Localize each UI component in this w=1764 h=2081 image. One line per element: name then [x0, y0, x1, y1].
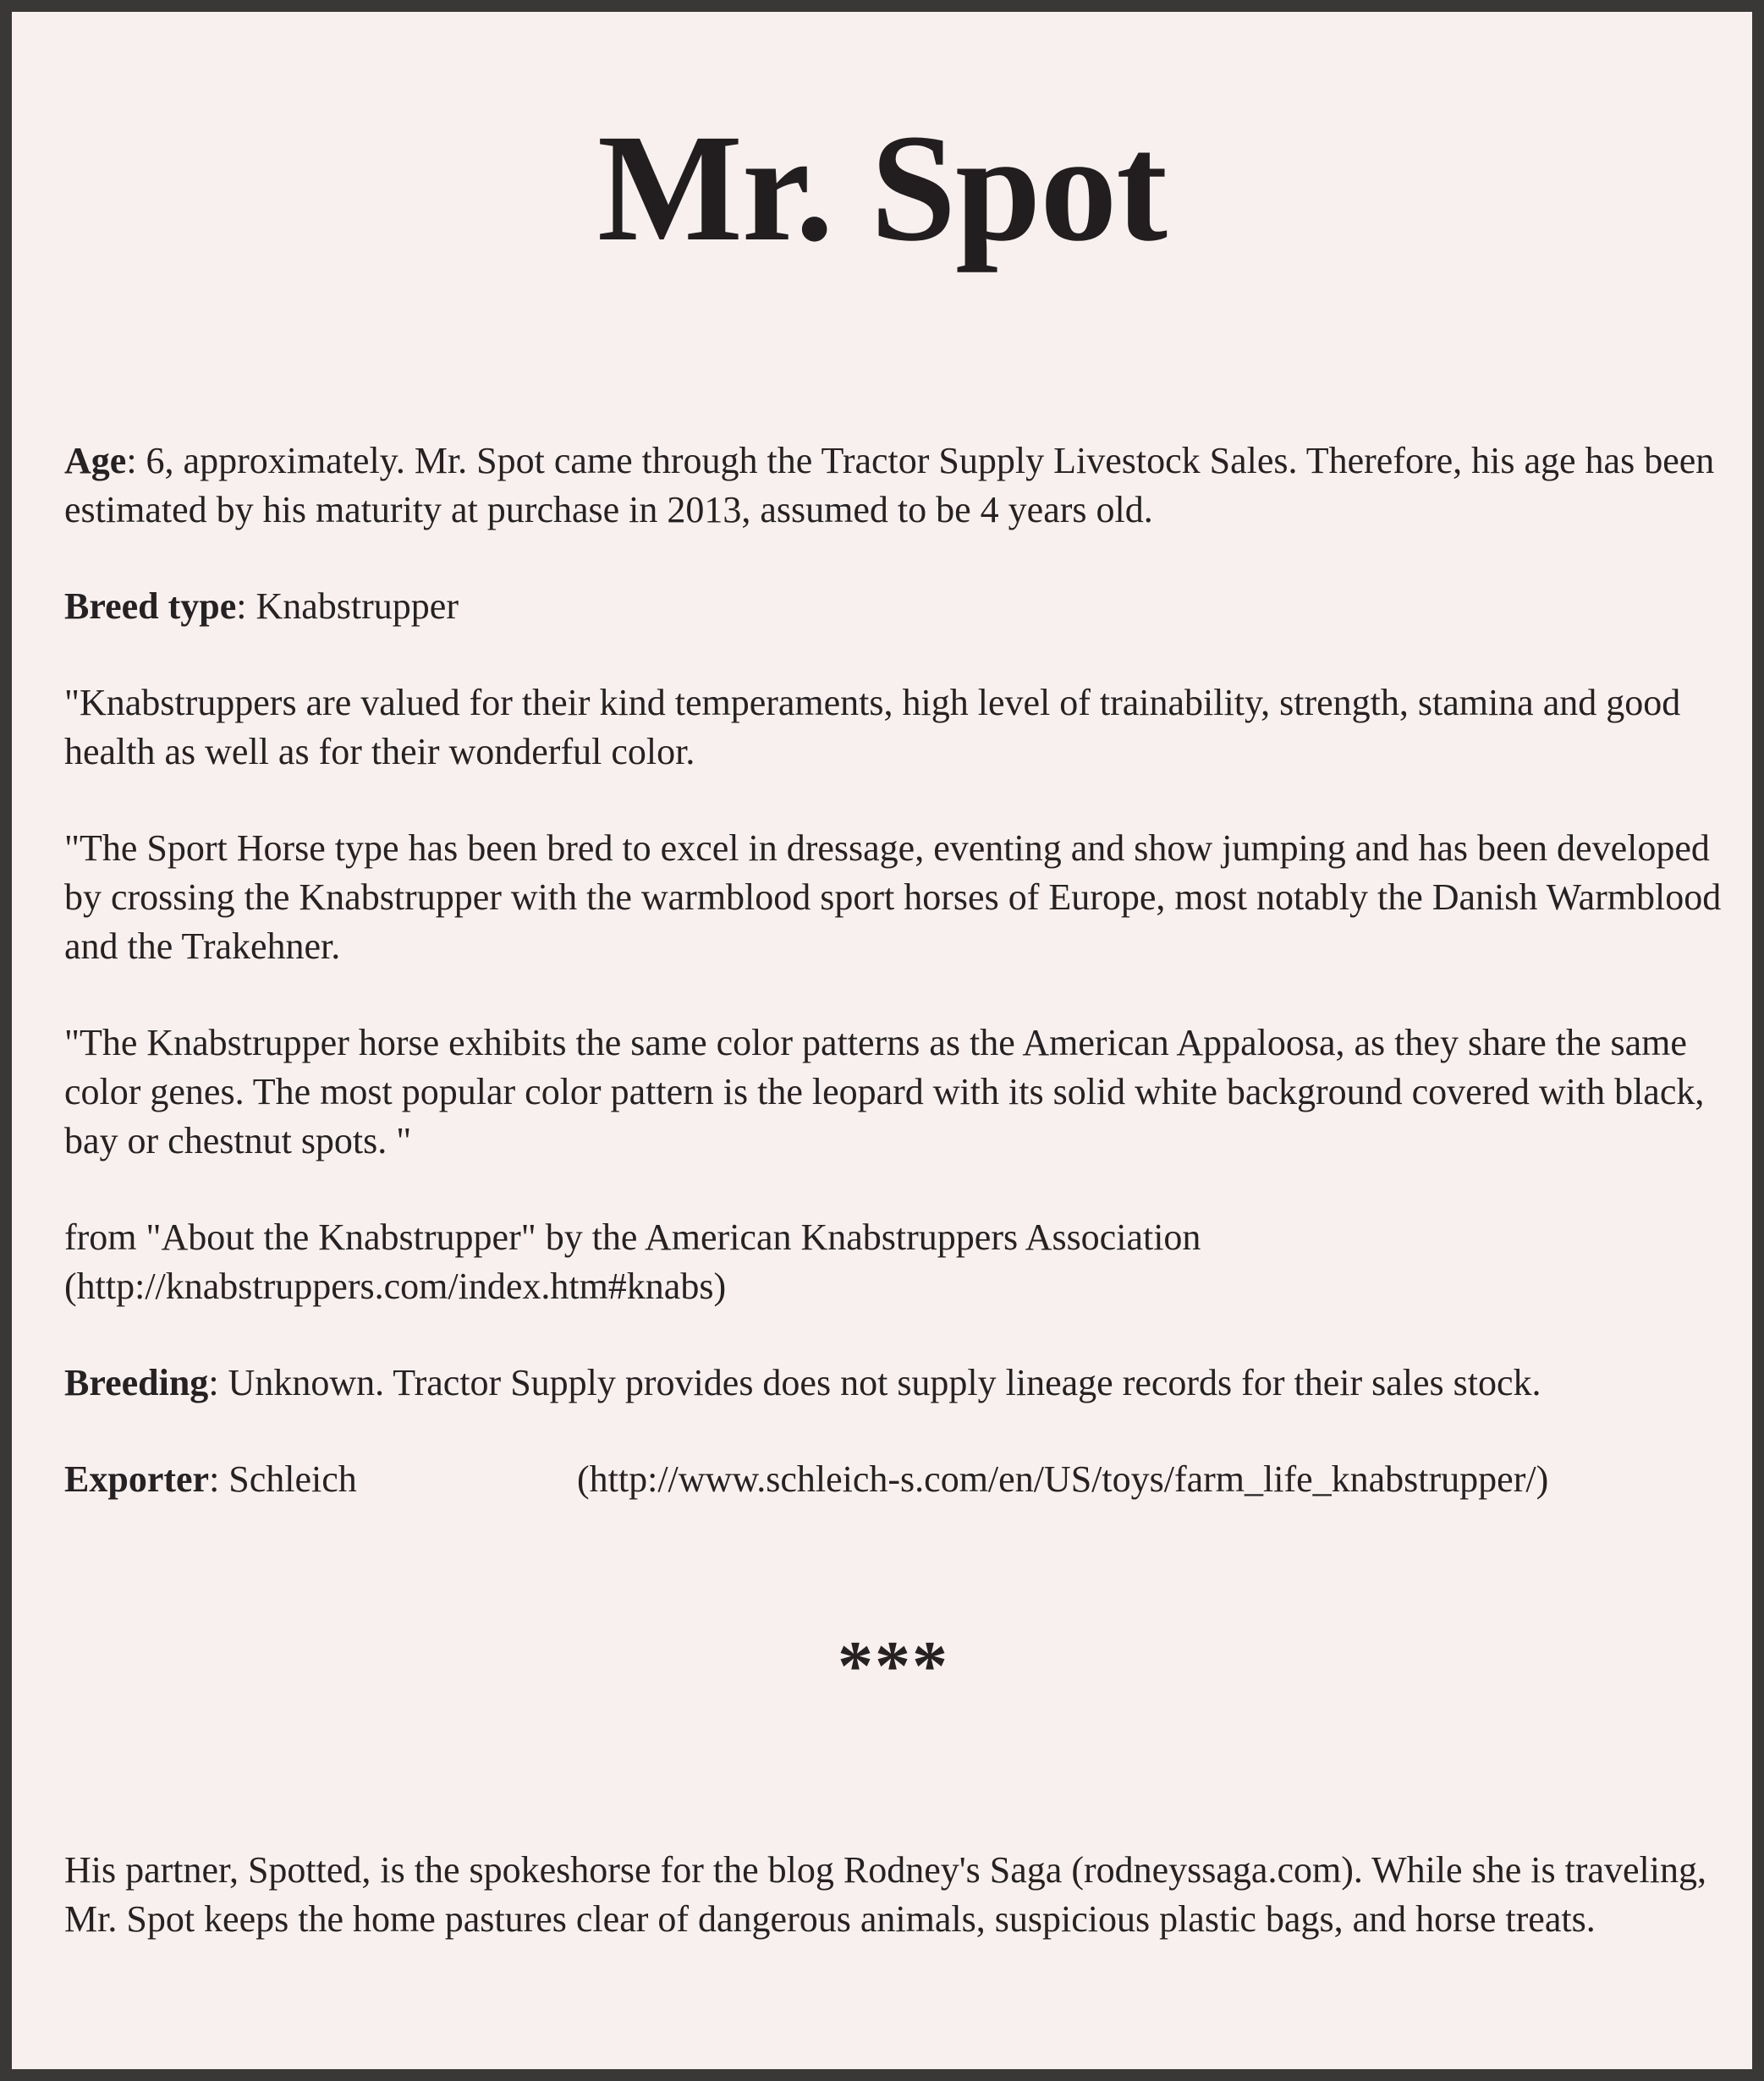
breeding-label: Breeding: [64, 1362, 209, 1403]
exporter-url: (http://www.schleich-s.com/en/US/toys/farm_life_knabstrupper/): [577, 1458, 1549, 1500]
source-citation: [64, 1213, 1723, 1311]
page-title: Mr. Spot: [597, 103, 1167, 273]
quote-paragraph-color: "The Knabstrupper horse exhibits the same color patterns as the American Appaloosa, as they share the same color genes. The most popular color pattern is the leopard with its solid white background covered with black, bay or chestnut spots. ": [64, 1022, 1705, 1161]
breeding-text: : Unknown. Tractor Supply provides does not supply lineage records for their sales stock.: [208, 1362, 1541, 1403]
source-line: from "About the Knabstrupper" by the American Knabstruppers Association: [64, 1216, 1201, 1258]
source-url: (http://knabstruppers.com/index.htm#knabs): [64, 1266, 727, 1307]
document-page: [12, 12, 1752, 2069]
breed-type-paragraph: [64, 582, 1723, 631]
quote-paragraph-sport-horse: "The Sport Horse type has been bred to excel in dressage, eventing and show jumping and has been developed by crossing the Knabstrupper with the warmblood sport horses of Europe, most notably the Danish Warmblood and the Trakehner.: [64, 827, 1722, 967]
section-separator: ***: [838, 1627, 949, 1705]
breed-type-text: : Knabstrupper: [236, 585, 459, 627]
exporter-text: : Schleich: [209, 1458, 357, 1500]
exporter-label: Exporter: [64, 1458, 210, 1500]
age-text: : 6, approximately. Mr. Spot came through the Tractor Supply Livestock Sales. Therefore, his age has been estimated by his maturity at purchase in 2013, assumed to be 4 years old.: [64, 440, 1715, 530]
exporter-paragraph: [64, 1455, 1723, 1504]
closing-paragraph: His partner, Spotted, is the spokeshorse for the blog Rodney's Saga (rodneyssaga.com). While she is traveling, Mr. Spot keeps the home pastures clear of dangerous animals, suspicious plastic bags, and horse treats.: [64, 1849, 1706, 1940]
breed-type-label: Breed type: [64, 585, 237, 627]
age-paragraph: [64, 437, 1723, 535]
age-label: Age: [64, 440, 127, 481]
document-body: [64, 437, 1723, 1705]
breeding-paragraph: [64, 1359, 1723, 1408]
quote-paragraph-temperament: "Knabstruppers are valued for their kind temperaments, high level of trainability, strength, stamina and good health as well as for their wonderful color.: [64, 682, 1681, 772]
exporter-name: [64, 1455, 577, 1504]
